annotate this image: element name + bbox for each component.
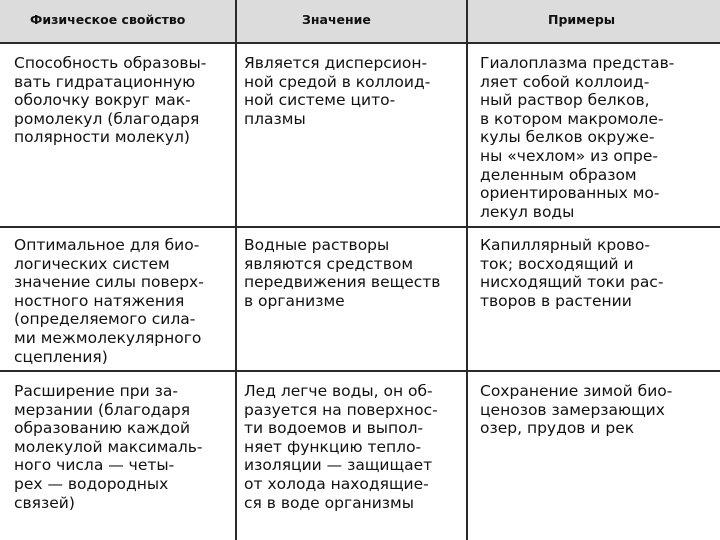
row-divider [0,370,720,372]
row-divider [0,226,720,228]
column-divider [235,0,237,540]
table-cell-row2-meaning: Водные растворы являются средством передвижения веществ в организме [244,236,441,310]
table-cell-row2-property: Оптимальное для био- логических систем значение силы поверх- ностного натяжения (определяемого сила- ми межмолекулярного сцепления) [14,236,204,366]
table-cell-row2-examples: Капиллярный крово- ток; восходящий и нисходящий токи рас- творов в растении [480,236,664,310]
table-cell-row1-examples: Гиалоплазма представ- ляет собой коллоид- ный раствор белков, в котором макромоле- кулы белков окруже- ны «чехлом» из опре- деленным образом ориентированных мо- лекул воды [480,54,675,221]
table-cell-row3-property: Расширение при за- мерзании (благодаря образованию каждой молекулой максималь- ного числа — четы- рех — водородных связей) [14,382,203,512]
column-header-property: Физическое свойство [30,12,186,27]
table-cell-row1-meaning: Является дисперсион- ной средой в коллоид- ной системе цито- плазмы [244,54,431,128]
table-cell-row3-examples: Сохранение зимой био- ценозов замерзающих озер, прудов и рек [480,382,673,438]
table-cell-row1-property: Способность образовы- вать гидратационную оболочку вокруг мак- ромолекул (благодаря полярности молекул) [14,54,207,147]
row-divider [0,42,720,44]
column-header-examples: Примеры [548,12,616,27]
table-cell-row3-meaning: Лед легче воды, он об- разуется на поверхнос- ти водоемов и выпол- няет функцию тепло- изоляции — защищает от холода находящие- ся в воде организмы [244,382,438,512]
column-header-meaning: Значение [302,12,371,27]
column-divider [466,0,468,540]
